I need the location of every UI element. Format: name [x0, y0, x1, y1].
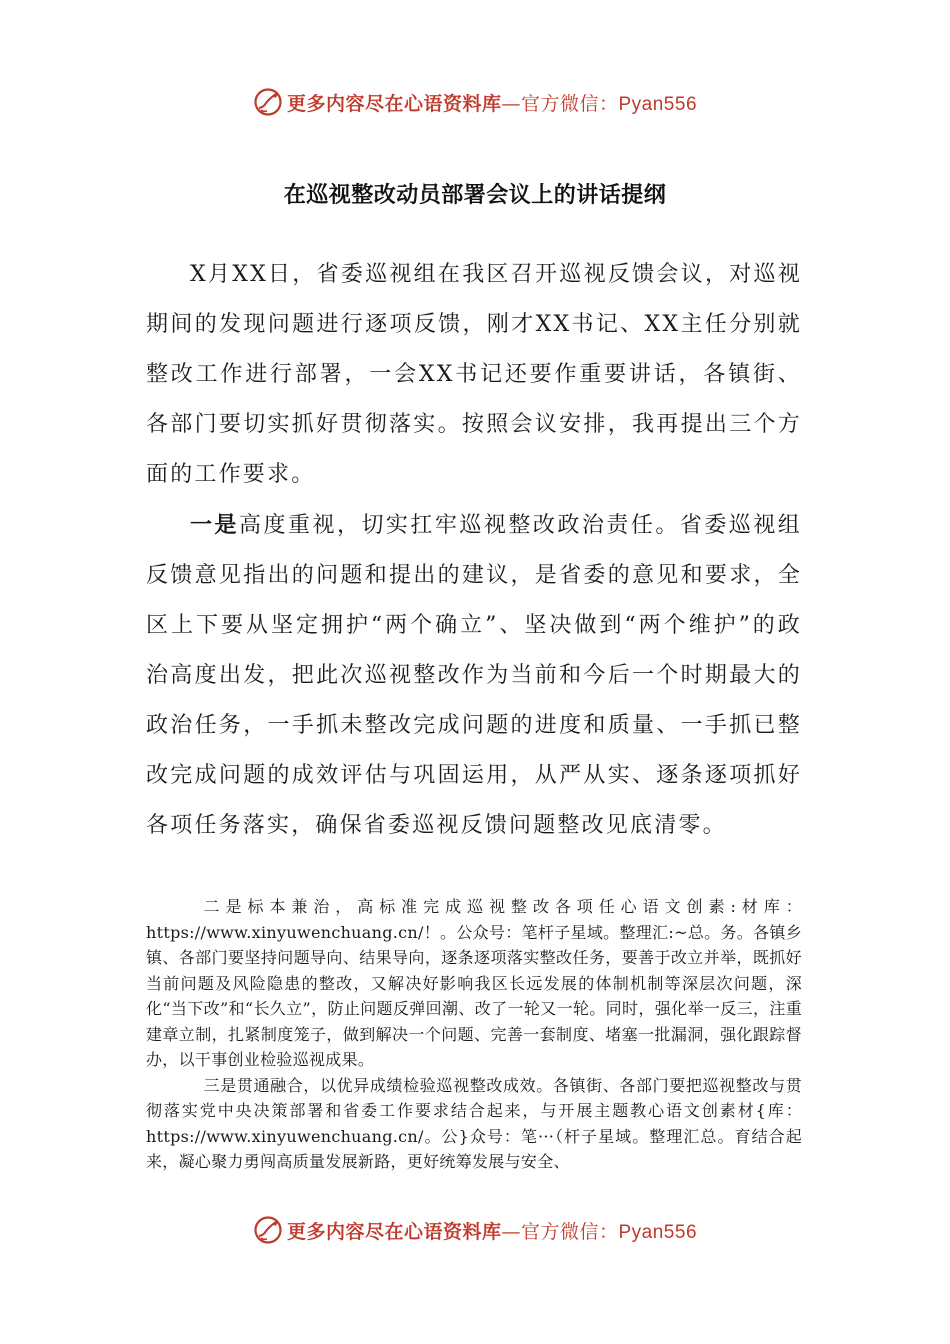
- document-body: [146, 250, 802, 851]
- footer-banner-text: [287, 1217, 697, 1244]
- point-one-lead: 一是: [190, 512, 239, 538]
- pen-logo-icon: [253, 1215, 283, 1245]
- document-title: 在巡视整改动员部署会议上的讲话提纲: [283, 182, 667, 208]
- banner-official: 官方微信：: [520, 1220, 619, 1243]
- point-one-paragraph: [146, 500, 802, 851]
- banner-wechat-id: Pyan556: [618, 93, 698, 115]
- point-three-paragraph: 三是贯通融合，以优异成绩检验巡视整改成效。各镇街、各部门要把巡视整改与贯彻落实党中央决策部署和省委工作要求结合起来，与开展主题教心语文创素材{库：https://www.xinyuwenchuang.cn/。公}众号：笔···（杆子星域。整理汇总。育结合起来，凝心聚力勇闯高质量发展新路，更好统筹发展与安全、: [146, 1075, 802, 1171]
- pen-logo-icon: [253, 87, 283, 117]
- banner-dash: —: [501, 92, 521, 115]
- point-two-paragraph: 二是标本兼治，高标准完成巡视整改各项任心语文创素:材库：https://www.xinyuwenchuang.cn/！。公众号：笔杆子星域。整理汇:~总。务。各镇乡镇、各部门要坚持问题导向、结果导向，逐条逐项落实整改任务，要善于改立并举，既抓好当前问题及风险隐患的整改，又解决好影响我区长远发展的体制机制等深层次问题，深化“当下改”和“长久立”，防止问题反弹回潮、改了一轮又一轮。同时，强化举一反三，注重建章立制，扎紧制度笼子，做到解决一个问题、完善一套制度、堵塞一批漏洞，强化跟踪督办，以干事创业检验巡视成果。: [146, 897, 802, 1069]
- banner-brand: 更多内容尽在心语资料库: [286, 92, 502, 115]
- header-banner: [0, 82, 950, 122]
- document-body-continued: [146, 894, 802, 1175]
- point-one-text: 高度重视，切实扛牢巡视整改政治责任。省委巡视组反馈意见指出的问题和提出的建议，是省委的意见和要求，全区上下要从坚定拥护“两个确立”、坚决做到“两个维护”的政治高度出发，把此次巡视整改作为当前和今后一个时期最大的政治任务，一手抓未整改完成问题的进度和质量、一手抓已整改完成问题的成效评估与巩固运用，从严从实、逐条逐项抓好各项任务落实，确保省委巡视反馈问题整改见底清零。: [146, 513, 802, 838]
- intro-paragraph: X月XX日，省委巡视组在我区召开巡视反馈会议，对巡视期间的发现问题进行逐项反馈，刚才XX书记、XX主任分别就整改工作进行部署，一会XX书记还要作重要讲话，各镇街、各部门要切实抓好贯彻落实。按照会议安排，我再提出三个方面的工作要求。: [146, 262, 802, 487]
- banner-brand: 更多内容尽在心语资料库: [286, 1220, 502, 1243]
- banner-wechat-id: Pyan556: [618, 1221, 698, 1243]
- banner-official: 官方微信：: [520, 92, 619, 115]
- banner-dash: —: [501, 1220, 521, 1243]
- footer-banner: [0, 1210, 950, 1250]
- header-banner-text: [287, 89, 697, 116]
